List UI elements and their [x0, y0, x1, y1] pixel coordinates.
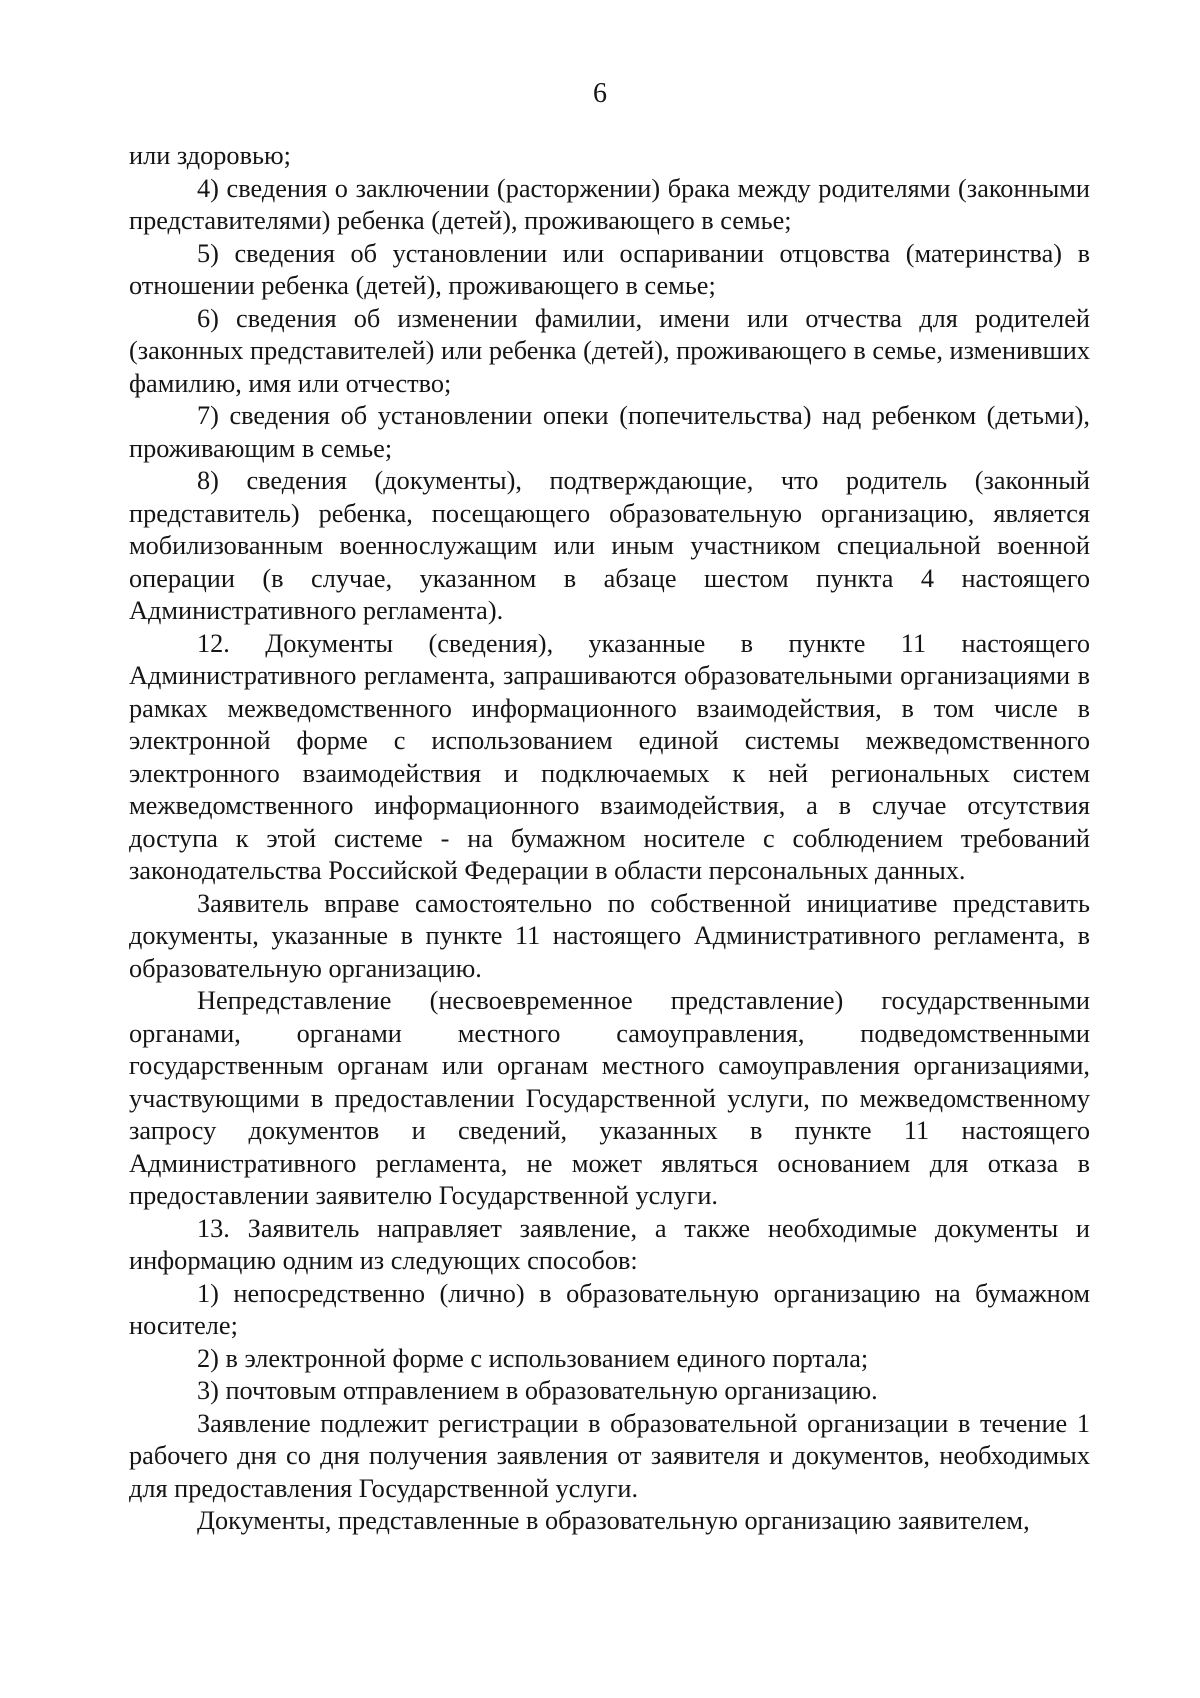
list-item-8: 8) сведения (документы), подтверждающие, что родитель (законный представитель) ребенка, посещающего образовательную организацию, является мобилизованным военнослужащим или иным участником специальной военной операции (в случае, указанном в абзаце шестом пункта 4 настоящего Административного регламента).: [129, 466, 1090, 625]
list-item-7: 7) сведения об установлении опеки (попечительства) над ребенком (детьми), проживающим в семье;: [129, 401, 1090, 463]
paragraph-non-submission: Непредставление (несвоевременное представление) государственными органами, органами местного самоуправления, подведомственными государственным органам или органам местного самоуправления организациями, участвующими в предоставлении Государственной услуги, по межведомственному запросу документов и сведений, указанных в пункте 11 настоящего Административного регламента, не может являться основанием для отказа в предоставлении заявителю Государственной услуги.: [129, 986, 1090, 1210]
paragraph-applicant-right: Заявитель вправе самостоятельно по собственной инициативе представить документы, указанные в пункте 11 настоящего Административного регламента, в образовательную организацию.: [129, 888, 1090, 983]
paragraph-registration: Заявление подлежит регистрации в образовательной организации в течение 1 рабочего дня со дня получения заявления от заявителя и документов, необходимых для предоставления Государственной услуги.: [129, 1408, 1090, 1503]
list-item-5: 5) сведения об установлении или оспаривании отцовства (материнства) в отношении ребенка (детей), проживающего в семье;: [129, 238, 1090, 300]
method-item-1: 1) непосредственно (лично) в образовательную организацию на бумажном носителе;: [129, 1278, 1090, 1340]
list-item-4: 4) сведения о заключении (расторжении) брака между родителями (законными представителями) ребенка (детей), проживающего в семье;: [129, 173, 1090, 235]
paragraph-continuation: или здоровью;: [129, 141, 291, 170]
method-item-3: 3) почтовым отправлением в образовательную организацию.: [197, 1376, 878, 1405]
method-item-2: 2) в электронной форме с использованием единого портала;: [197, 1343, 869, 1373]
page-number: 6: [593, 78, 607, 109]
document-body: [129, 140, 1090, 1538]
clause-12: 12. Документы (сведения), указанные в пункте 11 настоящего Административного регламента, запрашиваются образовательными организациями в рамках межведомственного информационного взаимодействия, в том числе в электронной форме с использованием единой системы межведомственного электронного взаимодействия и подключаемых к ней региональных систем межведомственного информационного взаимодействия, а в случае отсутствия доступа к этой системе - на бумажном носителе с соблюдением требований законодательства Российской Федерации в области персональных данных.: [129, 628, 1090, 885]
clause-13: 13. Заявитель направляет заявление, а также необходимые документы и информацию одним из следующих способов:: [129, 1213, 1090, 1275]
paragraph-documents-submitted: Документы, представленные в образовательную организацию заявителем,: [197, 1506, 1030, 1535]
list-item-6: 6) сведения об изменении фамилии, имени или отчества для родителей (законных представителей) или ребенка (детей), проживающего в семье, изменивших фамилию, имя или отчество;: [129, 303, 1090, 398]
